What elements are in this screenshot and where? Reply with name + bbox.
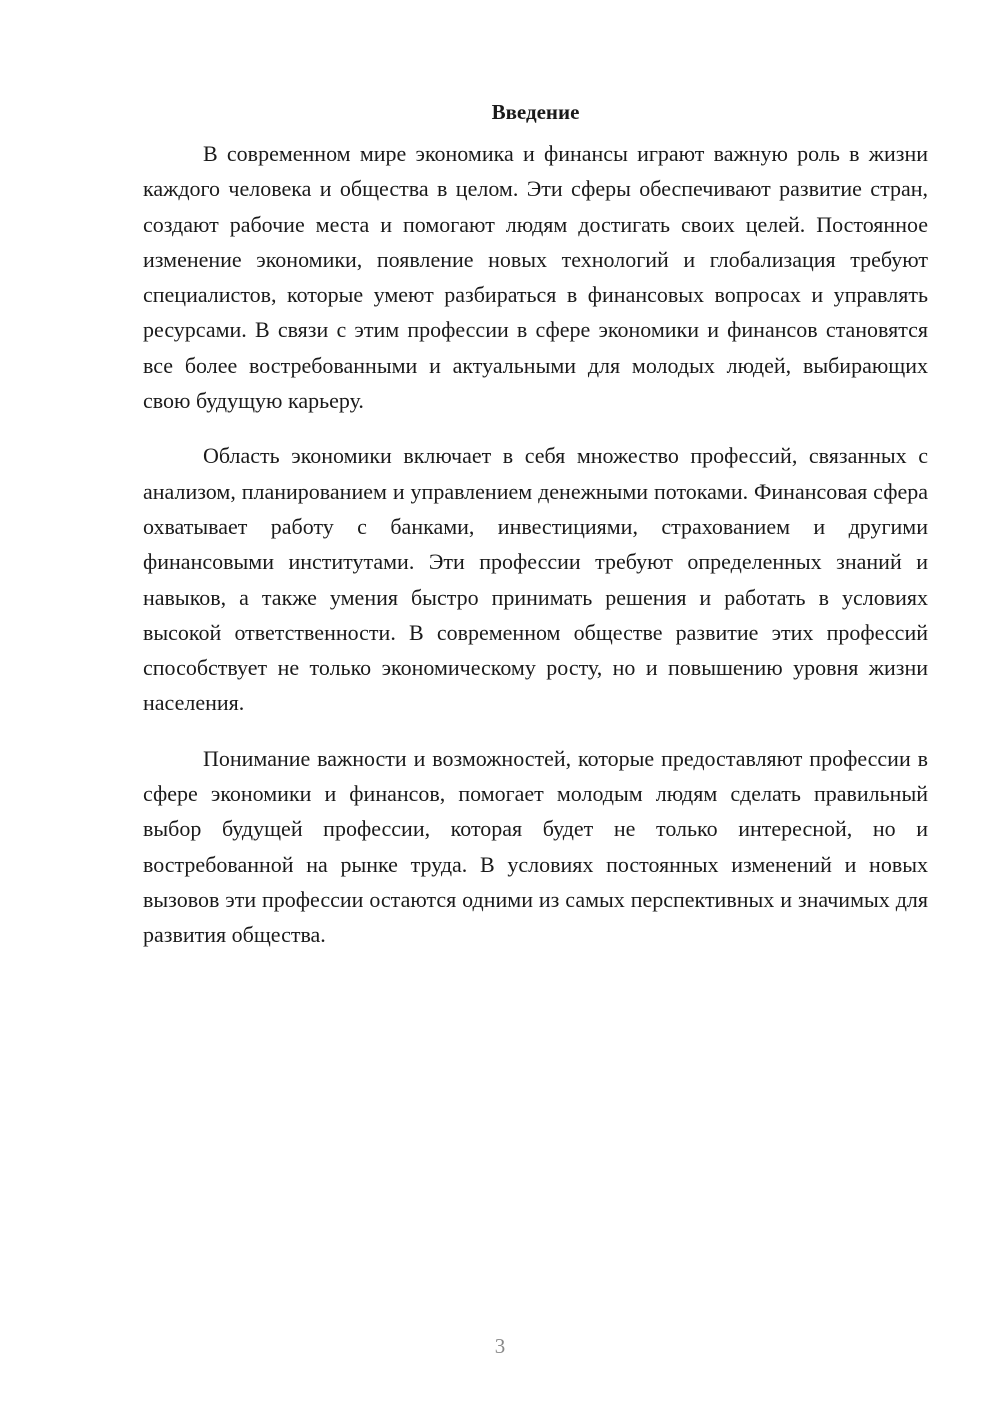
section-title: Введение	[491, 100, 580, 124]
document-page	[143, 98, 928, 973]
paragraph-3: Понимание важности и возможностей, которые предоставляют профессии в сфере экономики и финансов, помогает молодым людям сделать правильный выбор будущей профессии, которая будет не только интересной, но и востребованной на рынке труда. В условиях постоянных изменений и новых вызовов эти профессии остаются одними из самых перспективных и значимых для развития общества.	[143, 745, 928, 948]
paragraph-1: В современном мире экономика и финансы играют важную роль в жизни каждого человека и общества в целом. Эти сферы обеспечивают развитие стран, создают рабочие места и помогают людям достигать своих целей. Постоянное изменение экономики, появление новых технологий и глобализация требуют специалистов, которые умеют разбираться в финансовых вопросах и управлять ресурсами. В связи с этим профессии в сфере экономики и финансов становятся все более востребованными и актуальными для молодых людей, выбирающих свою будущую карьеру.	[143, 141, 928, 414]
page-number: 3	[494, 1334, 506, 1358]
paragraph-2: Область экономики включает в себя множество профессий, связанных с анализом, планированием и управлением денежными потоками. Финансовая сфера охватывает работу с банками, инвестициями, страхованием и другими финансовыми институтами. Эти профессии требуют определенных знаний и навыков, а также умения быстро принимать решения и работать в условиях высокой ответственности. В современном обществе развитие этих профессий способствует не только экономическому росту, но и повышению уровня жизни населения.	[143, 443, 928, 716]
